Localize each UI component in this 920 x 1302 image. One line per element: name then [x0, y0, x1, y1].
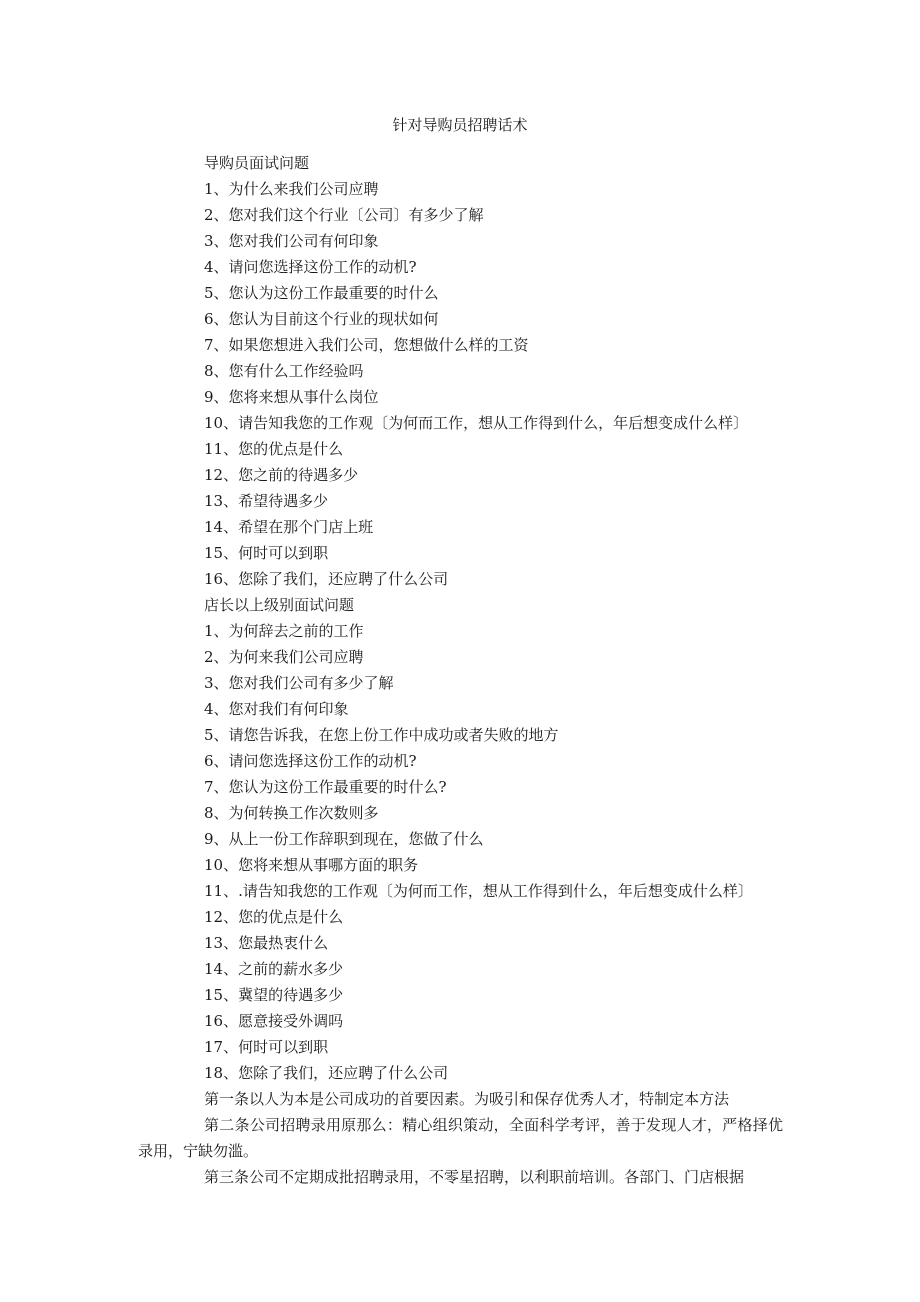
list-item: 3、您对我们公司有多少了解 — [204, 674, 394, 692]
list-item: 1、为什么来我们公司应聘 — [204, 180, 379, 198]
list-item: 14、之前的薪水多少 — [204, 960, 344, 978]
list-item: 16、愿意接受外调吗 — [204, 1012, 344, 1030]
list-item: 8、您有什么工作经验吗 — [204, 362, 364, 380]
list-item: 2、为何来我们公司应聘 — [204, 648, 364, 666]
list-item: 9、从上一份工作辞职到现在，您做了什么 — [204, 830, 484, 848]
list-item: 14、希望在那个门店上班 — [204, 518, 374, 536]
list-item: 1、为何辞去之前的工作 — [204, 622, 364, 640]
list-item: 12、您的优点是什么 — [204, 908, 344, 926]
list-item: 6、请问您选择这份工作的动机? — [204, 752, 417, 770]
list-item: 8、为何转换工作次数则多 — [204, 804, 379, 822]
section-heading: 导购员面试问题 — [204, 154, 310, 172]
list-item: 17、何时可以到职 — [204, 1038, 329, 1056]
list-item: 4、请问您选择这份工作的动机? — [204, 258, 417, 276]
list-item: 10、您将来想从事哪方面的职务 — [204, 856, 419, 874]
list-item: 2、您对我们这个行业〔公司〕有多少了解 — [204, 206, 484, 224]
list-item: 6、您认为目前这个行业的现状如何 — [204, 310, 439, 328]
list-item: 7、如果您想进入我们公司，您想做什么样的工资 — [204, 336, 529, 354]
list-item: 13、您最热衷什么 — [204, 934, 329, 952]
article-paragraph: 第二条公司招聘录用原那么：精心组织策动，全面科学考评，善于发现人才，严格择优录用，宁缺勿滥。 — [138, 1116, 783, 1160]
list-item: 16、您除了我们，还应聘了什么公司 — [204, 570, 449, 588]
list-item: 15、冀望的待遇多少 — [204, 986, 344, 1004]
list-item: 5、您认为这份工作最重要的时什么 — [204, 284, 439, 302]
article-paragraph: 第三条公司不定期成批招聘录用，不零星招聘，以利职前培训。各部门、门店根据 — [204, 1168, 745, 1186]
list-item: 5、请您告诉我，在您上份工作中成功或者失败的地方 — [204, 726, 559, 744]
list-item: 18、您除了我们，还应聘了什么公司 — [204, 1064, 449, 1082]
list-item: 4、您对我们有何印象 — [204, 700, 349, 718]
list-item: 9、您将来想从事什么岗位 — [204, 388, 379, 406]
list-item: 11、.请告知我您的工作观〔为何而工作，想从工作得到什么，年后想变成什么样〕 — [204, 882, 753, 900]
list-item: 11、您的优点是什么 — [204, 440, 344, 458]
list-item: 3、您对我们公司有何印象 — [204, 232, 379, 250]
list-item: 15、何时可以到职 — [204, 544, 329, 562]
list-item: 7、您认为这份工作最重要的时什么? — [204, 778, 447, 796]
document-title: 针对导购员招聘话术 — [392, 116, 528, 134]
list-item: 10、请告知我您的工作观〔为何而工作，想从工作得到什么，年后想变成什么样〕 — [204, 414, 749, 432]
list-item: 12、您之前的待遇多少 — [204, 466, 359, 484]
section-heading: 店长以上级别面试问题 — [204, 596, 355, 614]
document-body — [138, 150, 783, 1190]
article-paragraph: 第一条以人为本是公司成功的首要因素。为吸引和保存优秀人才，特制定本方法 — [204, 1090, 730, 1108]
list-item: 13、希望待遇多少 — [204, 492, 329, 510]
